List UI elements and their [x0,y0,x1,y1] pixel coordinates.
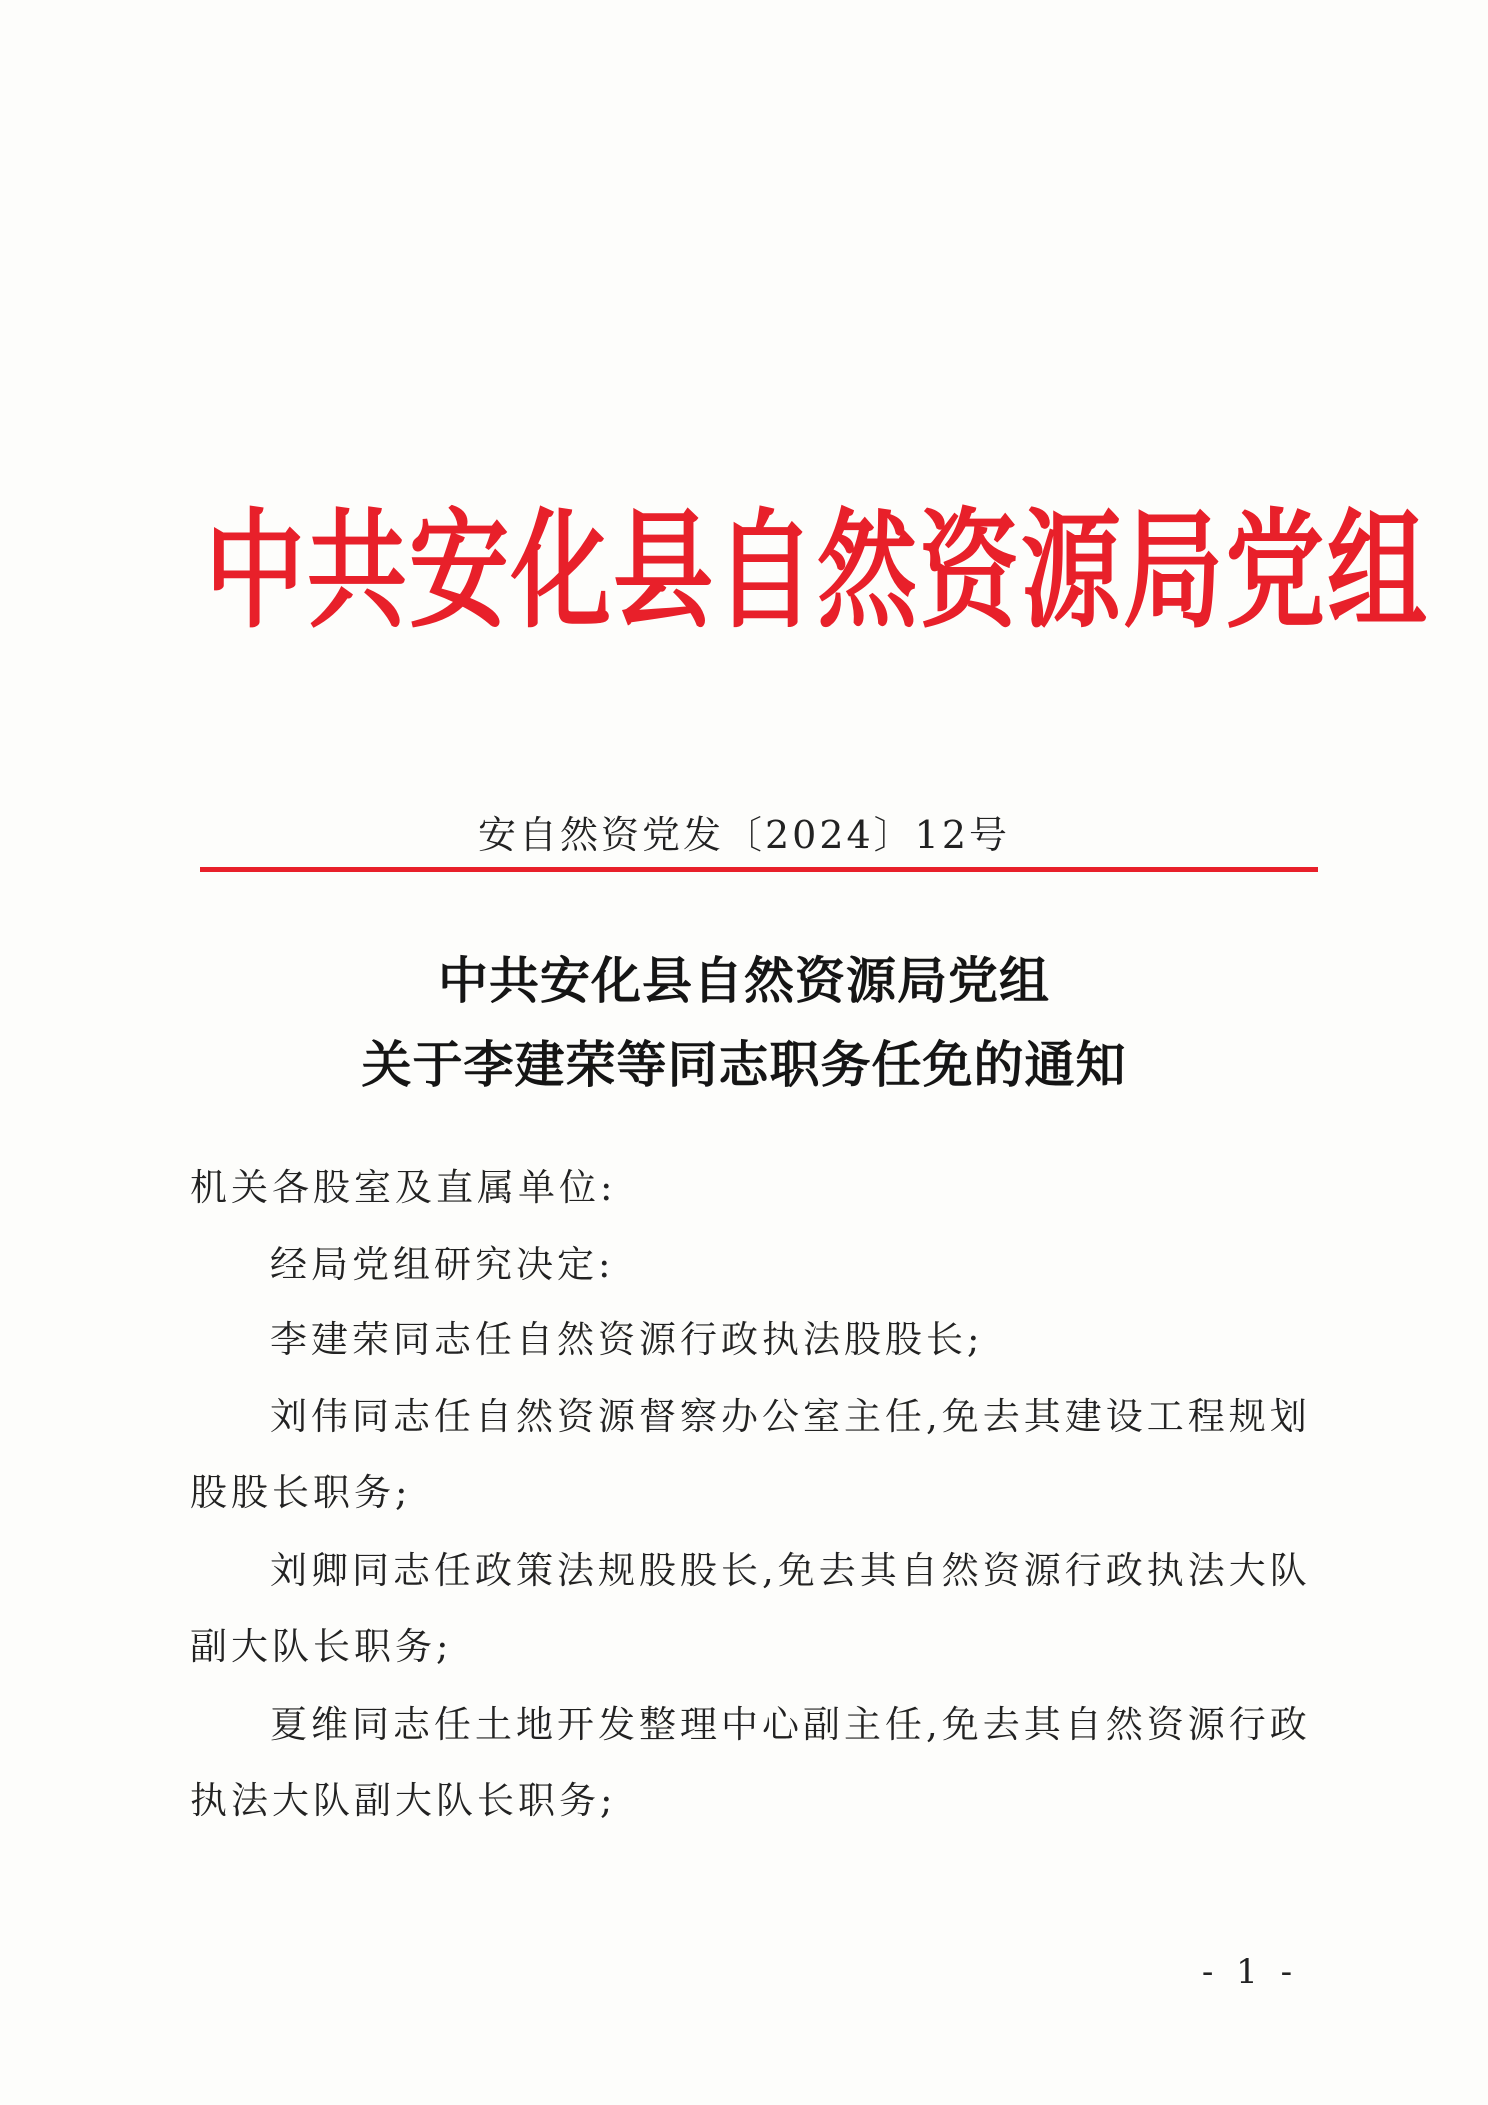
page-number: - 1 - [1201,1952,1299,1992]
appointment-item-2-line-1: 刘伟同志任自然资源督察办公室主任,免去其建设工程规划 [270,1395,1311,1438]
appointment-item-1: 李建荣同志任自然资源行政执法股股长; [270,1318,984,1361]
decision-line: 经局党组研究决定: [270,1243,615,1286]
masthead-title: 中共安化县自然资源局党组 [205,494,1429,646]
appointment-item-3-line-2: 副大队长职务; [190,1625,453,1668]
red-divider-line [200,867,1318,872]
appointment-item-3-line-1: 刘卿同志任政策法规股股长,免去其自然资源行政执法大队 [270,1549,1311,1592]
notice-title-line-1: 中共安化县自然资源局党组 [438,951,1050,1010]
document-number: 安自然资党发〔2024〕12号 [477,813,1011,857]
addressee: 机关各股室及直属单位: [190,1166,617,1209]
notice-title-line-2: 关于李建荣等同志职务任免的通知 [361,1035,1127,1094]
appointment-item-2-line-2: 股股长职务; [190,1471,412,1514]
appointment-item-4-line-2: 执法大队副大队长职务; [190,1779,617,1822]
appointment-item-4-line-1: 夏维同志任土地开发整理中心副主任,免去其自然资源行政 [270,1703,1311,1746]
